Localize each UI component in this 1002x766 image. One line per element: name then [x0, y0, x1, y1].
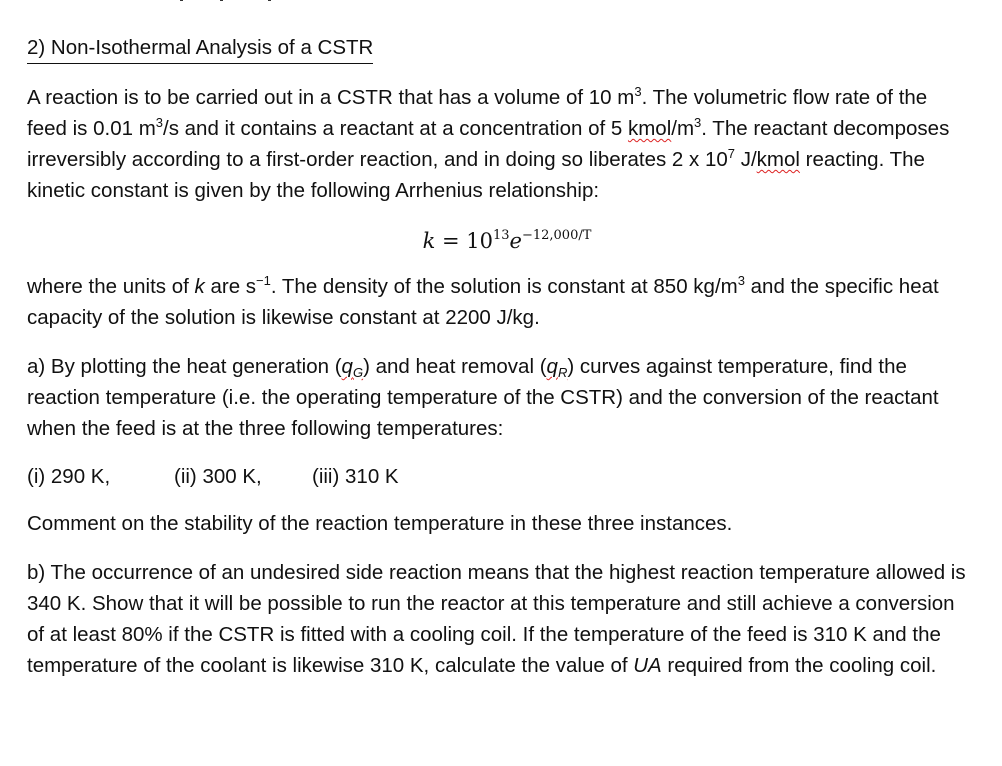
section-title: 2) Non-Isothermal Analysis of a CSTR	[27, 34, 373, 64]
spellcheck-underlined-word: kmol	[627, 117, 672, 140]
units-paragraph: where the units of k are $s^{-1}$. The density of the solution is constant at 850 $kg/m^3$ and the specific heat capacity of the solution is likewise constant at 2200 J/kg.	[27, 273, 939, 329]
heat-removal-symbol: $q_R$	[546, 355, 568, 380]
stability-comment-paragraph: Comment on the stability of the reaction temperature in these three instances.	[27, 512, 733, 535]
part-b-paragraph: b) The occurrence of an undesired side reaction means that the highest reaction temperature allowed is 340 K. Show that it will be possible to run the reactor at this temperature and still achieve a conversion of at least 80% if the CSTR is fitted with a cooling coil. If the temperature of the feed is 310 K and the temperature of the coolant is likewise 310 K, calculate the value of UA required from the cooling coil.	[27, 561, 966, 677]
temperature-item: (i) 290 K,	[27, 465, 111, 488]
part-a-paragraph: a) By plotting the heat generation $(q_G)$ and heat removal $(q_R)$ curves against temperature, find the reaction temperature (i.e. the operating temperature of the CSTR) and the conversion of the reactant when the feed is at the three following temperatures:	[27, 355, 939, 440]
temperature-item: (ii) 300 K,	[174, 465, 262, 488]
temperature-item: (iii) 310 K	[312, 465, 399, 488]
arrhenius-equation: $k = 10^{13}e^{-12,000/T}$	[422, 228, 592, 253]
spellcheck-underlined-word: kmol	[756, 148, 800, 171]
cropped-text-fragment	[180, 0, 300, 4]
problem-statement-paragraph: A reaction is to be carried out in a CSTR that has a volume of 10 $m^3$. The volumetric flow rate of the feed is 0.01 $m^3/s$ and it contains a reactant at a concentration of 5 kmol/$m^3$. The reactant decomposes irreversibly according to a first-order reaction, and in doing so liberates 2 x $10^7$ J/kmol reacting. The kinetic constant is given by the following Arrhenius relationship:	[27, 84, 950, 202]
heat-generation-symbol: $q_G$	[341, 355, 364, 380]
feed-temperature-list	[27, 461, 399, 492]
